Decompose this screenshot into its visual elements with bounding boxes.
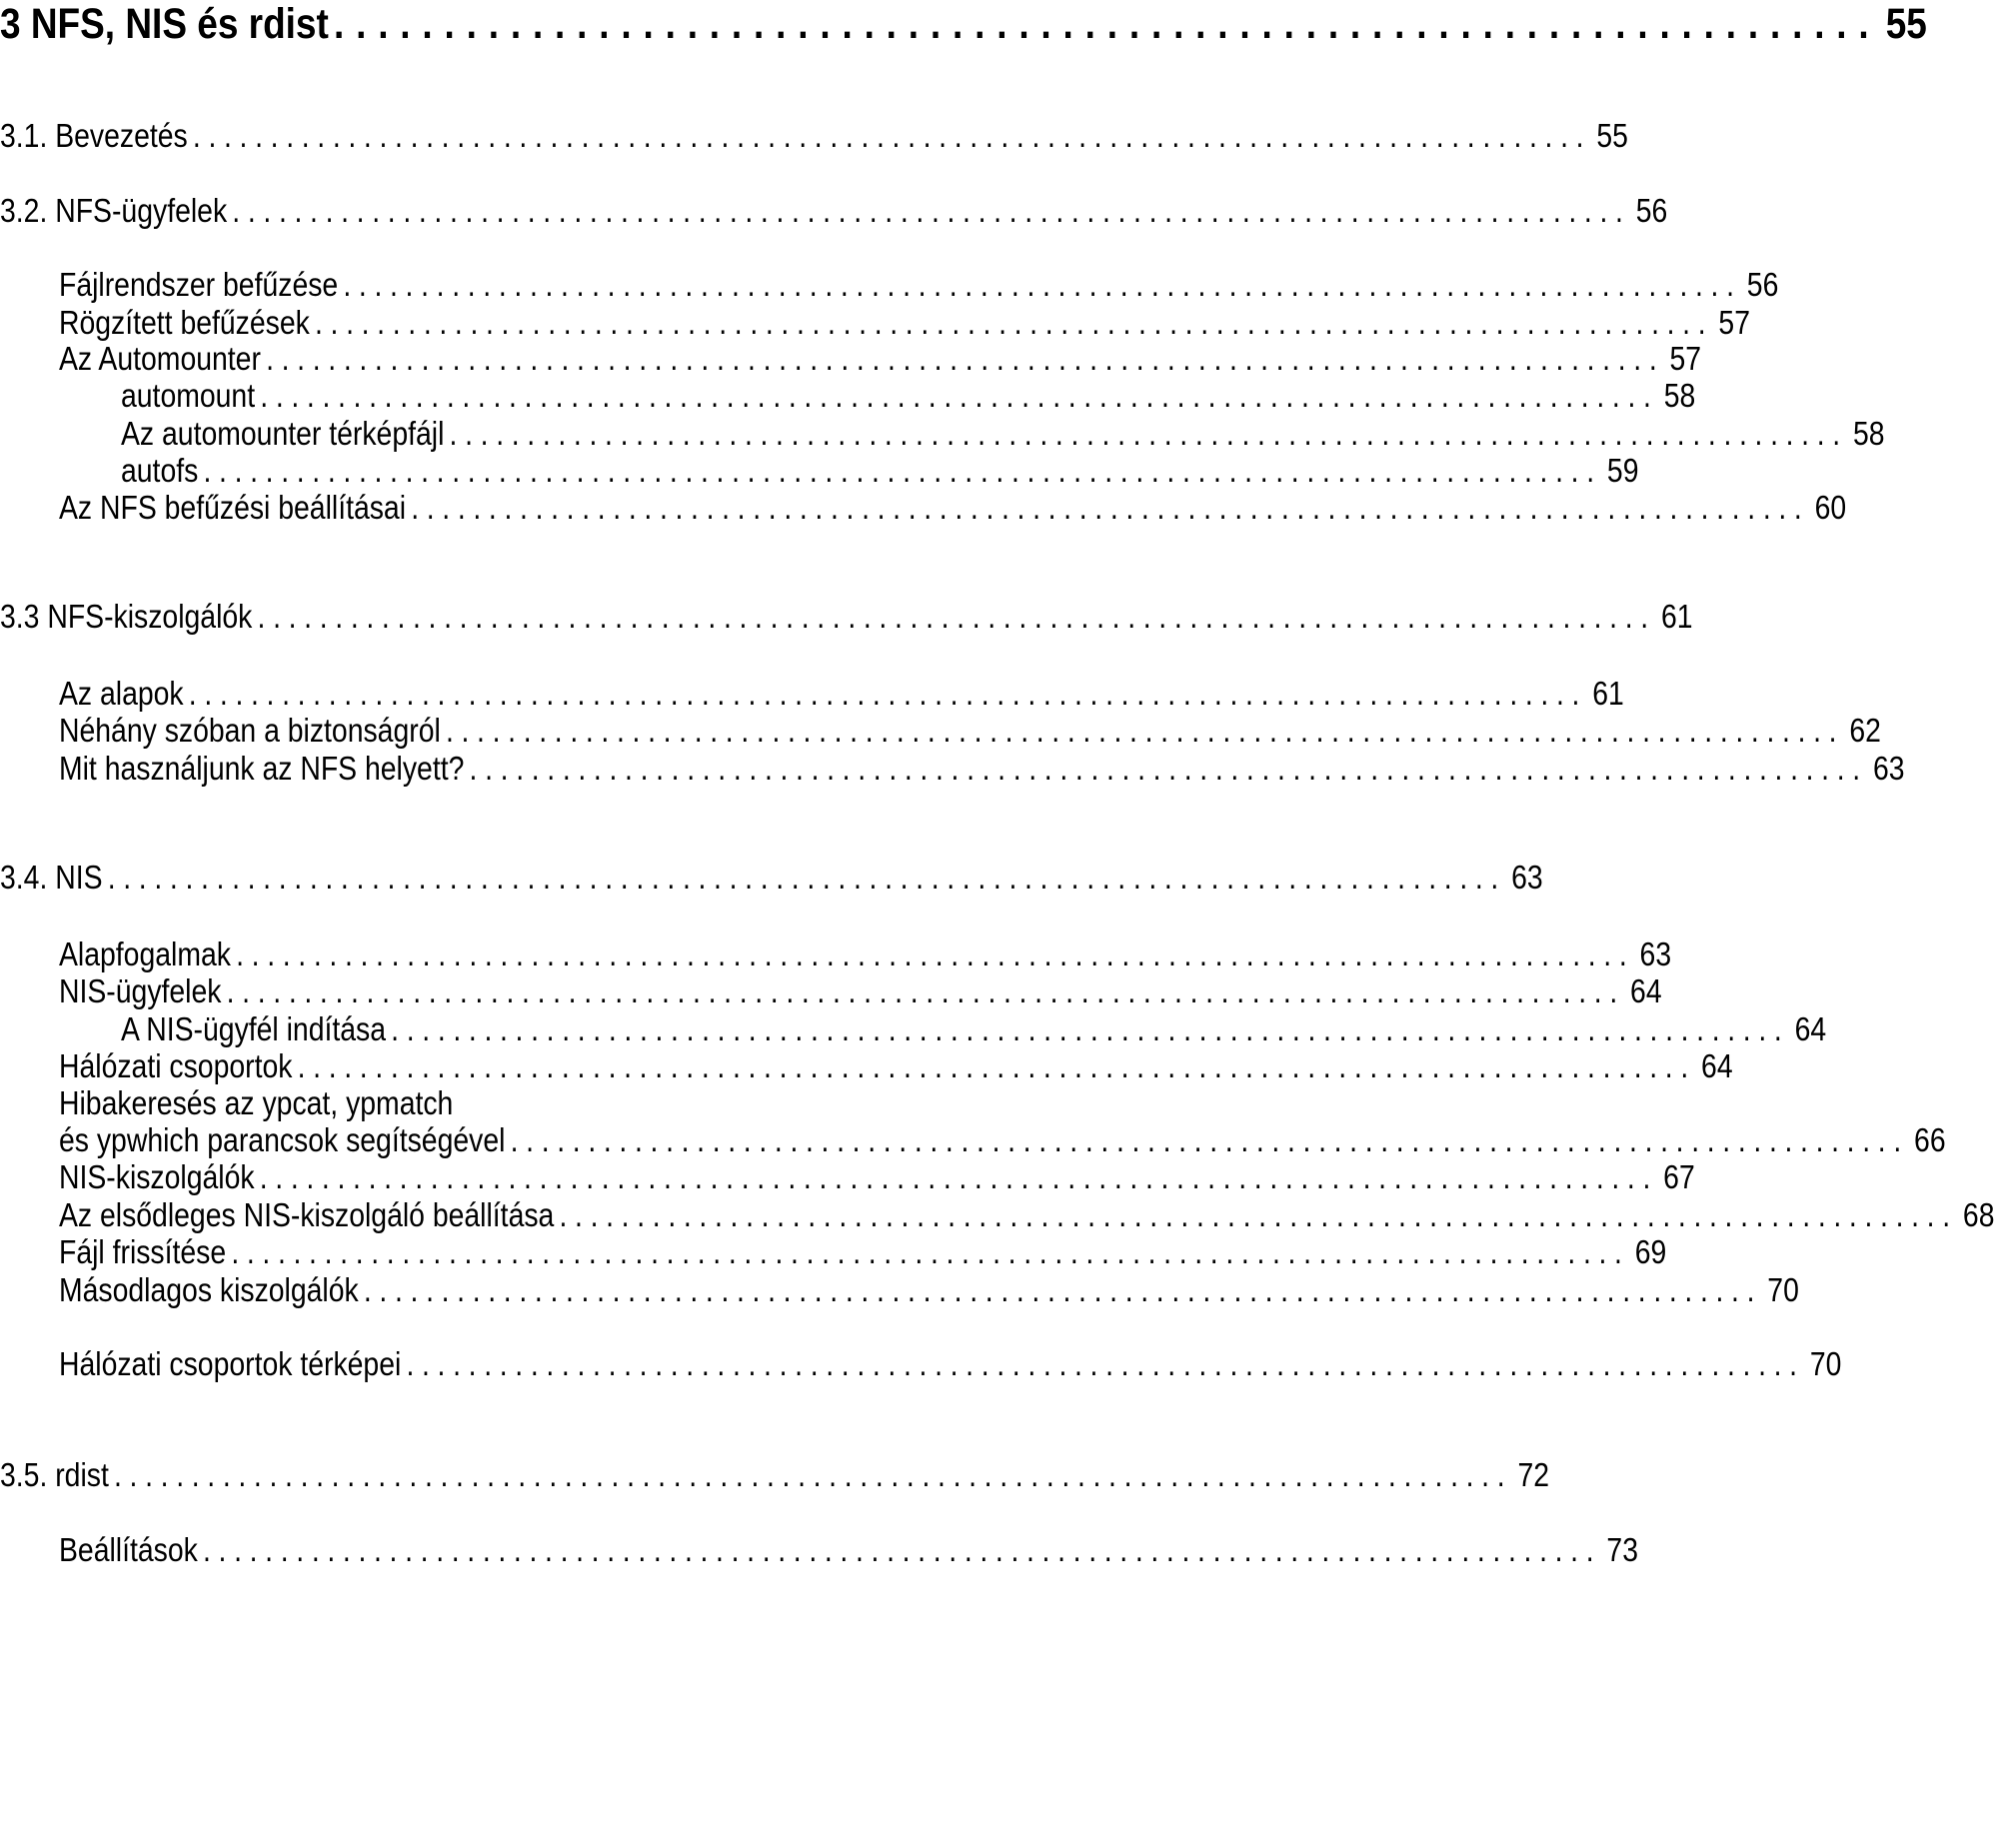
toc-entry-label: NIS-kiszolgálók bbox=[58, 1158, 255, 1195]
toc-page-number: 70 bbox=[1767, 1271, 1799, 1308]
toc-leader-dots: .......................................................................................... bbox=[232, 192, 1631, 229]
toc-leader-dots: .......................................................................................... bbox=[226, 972, 1625, 1009]
toc-entry-label: Néhány szóban a biztonságról bbox=[58, 712, 441, 749]
toc-entry-label: Az alapok bbox=[58, 675, 184, 712]
toc-page-number: 64 bbox=[1794, 1010, 1827, 1047]
toc-entry-label: 3.4. NIS bbox=[0, 859, 103, 896]
toc-page-number: 56 bbox=[1635, 192, 1668, 229]
toc-leader-dots: .......................................................................................... bbox=[202, 1531, 1602, 1568]
toc-page-number: 55 bbox=[1885, 0, 1927, 48]
toc-page-number: 69 bbox=[1634, 1233, 1667, 1270]
toc-leader-dots: .......................................................................................... bbox=[260, 377, 1659, 414]
toc-entry bbox=[0, 972, 1662, 1010]
toc-page-number: 67 bbox=[1663, 1158, 1695, 1195]
toc-page-number: 58 bbox=[1663, 377, 1696, 414]
toc-entry bbox=[0, 117, 1628, 155]
toc-page-number: 61 bbox=[1592, 675, 1624, 712]
toc-leader-dots: .......................................................................................... bbox=[188, 675, 1588, 712]
toc-leader-dots: .......................................................................................... bbox=[510, 1121, 1909, 1158]
toc-entry bbox=[0, 1010, 1827, 1048]
toc-entry-label: Másodlagos kiszolgálók bbox=[58, 1271, 359, 1308]
toc-entry bbox=[0, 1233, 1667, 1271]
toc-entry bbox=[0, 1158, 1695, 1196]
toc-entry-label: Mit használjunk az NFS helyett? bbox=[58, 750, 465, 787]
toc-entry-label: automount bbox=[120, 377, 256, 414]
toc-entry-label: 3.2. NFS-ügyfelek bbox=[0, 192, 228, 229]
toc-entry bbox=[0, 1531, 1638, 1569]
toc-page-number: 66 bbox=[1914, 1121, 1946, 1158]
toc-leader-dots: .......................................................................................... bbox=[559, 1196, 1958, 1233]
toc-leader-dots: .......................................................................................... bbox=[406, 1345, 1805, 1382]
toc-page-number: 63 bbox=[1872, 750, 1905, 787]
toc-leader-dots: .......................................................................................... bbox=[297, 1047, 1696, 1084]
toc-entry bbox=[0, 1047, 1733, 1085]
toc-chapter-title bbox=[0, 0, 1927, 49]
toc-page-number: 63 bbox=[1639, 935, 1672, 972]
toc-page-number: 60 bbox=[1814, 489, 1847, 526]
toc-entry-label: Az Automounter bbox=[58, 340, 261, 377]
toc-page-number: 68 bbox=[1962, 1196, 1995, 1233]
toc-entry bbox=[0, 1271, 1799, 1309]
toc-leader-dots: .......................................................................................... bbox=[469, 750, 1868, 787]
toc-leader-dots: .......................................................................................... bbox=[363, 1271, 1763, 1308]
toc-entry-label: Fájl frissítése bbox=[58, 1233, 227, 1270]
toc-entry bbox=[0, 266, 1779, 304]
toc-leader-dots: .......................................................................................... bbox=[203, 452, 1602, 489]
toc-leader-dots: .......................................................................................... bbox=[114, 1456, 1513, 1493]
toc-entry-label: NIS-ügyfelek bbox=[58, 972, 222, 1009]
toc-page-number: 62 bbox=[1849, 712, 1881, 749]
toc-leader-dots: .......................................................................................... bbox=[314, 304, 1714, 341]
toc-entry bbox=[0, 340, 1702, 378]
toc-entry bbox=[0, 415, 1885, 453]
toc-leader-dots: .......................................................................................... bbox=[192, 117, 1592, 154]
toc-page-number: 55 bbox=[1596, 117, 1628, 154]
toc-page-number: 58 bbox=[1852, 415, 1885, 452]
toc-page-number: 59 bbox=[1606, 452, 1639, 489]
toc-entry-label: Fájlrendszer befűzése bbox=[58, 266, 339, 303]
toc-page-number: 57 bbox=[1718, 304, 1751, 341]
toc-leader-dots: ...................................................................... bbox=[333, 0, 1881, 48]
toc-entry-label: Az automounter térképfájl bbox=[120, 415, 445, 452]
toc-entry-label: autofs bbox=[120, 452, 199, 489]
toc-entry-label: Rögzített befűzések bbox=[58, 304, 310, 341]
toc-entry-label: Alapfogalmak bbox=[58, 935, 231, 972]
toc-entry-label: Az NFS befűzési beállításai bbox=[58, 489, 407, 526]
toc-leader-dots: .......................................................................................... bbox=[257, 598, 1656, 635]
toc-page-number: 64 bbox=[1701, 1047, 1733, 1084]
toc-entry-label: 3 NFS, NIS és rdist bbox=[0, 0, 329, 48]
toc-entry-label: 3.5. rdist bbox=[0, 1456, 109, 1493]
toc-page-number: 64 bbox=[1630, 972, 1662, 1009]
toc-leader-dots: .......................................................................................... bbox=[449, 415, 1848, 452]
toc-page-number: 61 bbox=[1660, 598, 1693, 635]
toc-leader-dots: .......................................................................................... bbox=[343, 266, 1742, 303]
toc-entry bbox=[0, 750, 1905, 788]
toc-entry bbox=[0, 452, 1639, 490]
toc-entry bbox=[0, 598, 1693, 636]
toc-entry bbox=[0, 304, 1751, 342]
toc-entry bbox=[0, 935, 1672, 973]
toc-page-number: 56 bbox=[1746, 266, 1779, 303]
toc-leader-dots: .......................................................................................... bbox=[411, 489, 1810, 526]
toc-page-number: 73 bbox=[1606, 1531, 1638, 1568]
toc-entry-label: Hálózati csoportok bbox=[58, 1047, 293, 1084]
toc-leader-dots: .......................................................................................... bbox=[231, 1233, 1630, 1270]
toc-entry-label: 3.1. Bevezetés bbox=[0, 117, 188, 154]
toc-page-number: 70 bbox=[1809, 1345, 1842, 1382]
toc-entry bbox=[0, 859, 1543, 897]
toc-entry bbox=[0, 1121, 1946, 1159]
toc-entry bbox=[0, 377, 1696, 415]
toc-entry-label: és ypwhich parancsok segítségével bbox=[58, 1121, 506, 1158]
toc-entry bbox=[0, 712, 1881, 750]
toc-entry bbox=[0, 1084, 955, 1122]
toc-entry-label: Hibakeresés az ypcat, ypmatch bbox=[58, 1084, 454, 1121]
toc-entry bbox=[0, 675, 1624, 713]
toc-entry bbox=[0, 1345, 1842, 1383]
toc-entry-label: Hálózati csoportok térképei bbox=[58, 1345, 402, 1382]
toc-page-number: 57 bbox=[1669, 340, 1702, 377]
toc-entry bbox=[0, 1196, 1995, 1234]
toc-entry bbox=[0, 192, 1668, 230]
toc-leader-dots: .......................................................................................... bbox=[445, 712, 1845, 749]
toc-leader-dots: .......................................................................................... bbox=[236, 935, 1635, 972]
toc-entry-label: A NIS-ügyfél indítása bbox=[120, 1010, 387, 1047]
toc-leader-dots: .......................................................................................... bbox=[391, 1010, 1790, 1047]
toc-leader-dots: .......................................................................................... bbox=[259, 1158, 1659, 1195]
toc-leader-dots: .......................................................................................... bbox=[266, 340, 1665, 377]
toc-leader-dots: .......................................................................................... bbox=[107, 859, 1506, 896]
toc-entry-label: 3.3 NFS-kiszolgálók bbox=[0, 598, 253, 635]
toc-entry bbox=[0, 489, 1847, 527]
toc-entry bbox=[0, 1456, 1550, 1494]
toc-entry-label: Az elsődleges NIS-kiszolgáló beállítása bbox=[58, 1196, 555, 1233]
toc-entry-label: Beállítások bbox=[58, 1531, 198, 1568]
toc-page-number: 63 bbox=[1511, 859, 1543, 896]
toc-page-number: 72 bbox=[1517, 1456, 1550, 1493]
